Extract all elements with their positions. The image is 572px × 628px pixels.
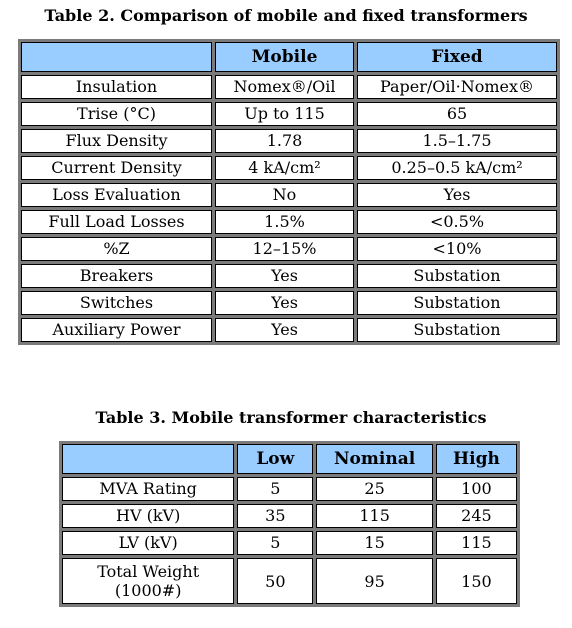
- table3-row: [62, 477, 517, 501]
- table2-header-cell: Mobile: [215, 42, 354, 72]
- table2-cell: 4 kA/cm²: [215, 156, 354, 180]
- table3-row-label: MVA Rating: [62, 477, 234, 501]
- table3-cell: 50: [237, 558, 313, 604]
- table2-row-label: Full Load Losses: [21, 210, 212, 234]
- table3-row-label: Total Weight (1000#): [62, 558, 234, 604]
- table2-row: [21, 156, 557, 180]
- table3-cell: 5: [237, 477, 313, 501]
- table2-row: [21, 102, 557, 126]
- table2-row: [21, 237, 557, 261]
- table2-cell: Substation: [357, 264, 557, 288]
- table2-row-label: Insulation: [21, 75, 212, 99]
- table2-caption: Table 2. Comparison of mobile and fixed transformers: [44, 6, 528, 25]
- table2-header-row: [21, 42, 557, 72]
- table3-header-cell: Low: [237, 444, 313, 474]
- table3-cell: 35: [237, 504, 313, 528]
- table3-cell: 25: [316, 477, 433, 501]
- table2-cell: Substation: [357, 318, 557, 342]
- table2-header-cell: [21, 42, 212, 72]
- table2-cell: Paper/Oil·Nomex®: [357, 75, 557, 99]
- table2-cell: 1.5%: [215, 210, 354, 234]
- table2-row: [21, 75, 557, 99]
- table2-row: [21, 318, 557, 342]
- characteristics-table: [59, 441, 520, 607]
- table2-row-label: Trise (°C): [21, 102, 212, 126]
- table2-cell: Nomex®/Oil: [215, 75, 354, 99]
- table2-cell: Yes: [215, 264, 354, 288]
- table3-cell: 15: [316, 531, 433, 555]
- table2-row-label: Current Density: [21, 156, 212, 180]
- table2-header-cell: Fixed: [357, 42, 557, 72]
- table2-cell: 0.25–0.5 kA/cm²: [357, 156, 557, 180]
- table2-cell: Yes: [215, 318, 354, 342]
- table3-cell: 245: [436, 504, 517, 528]
- table3-cell: 115: [316, 504, 433, 528]
- table2-cell: 65: [357, 102, 557, 126]
- table3-cell: 5: [237, 531, 313, 555]
- table2-row-label: Auxiliary Power: [21, 318, 212, 342]
- table2-row-label: %Z: [21, 237, 212, 261]
- table2-row-label: Flux Density: [21, 129, 212, 153]
- table2-row-label: Breakers: [21, 264, 212, 288]
- table2-cell: 12–15%: [215, 237, 354, 261]
- table2-row-label: Switches: [21, 291, 212, 315]
- table3-header-cell: High: [436, 444, 517, 474]
- table2-cell: No: [215, 183, 354, 207]
- table3-cell: 100: [436, 477, 517, 501]
- table3-header-cell: Nominal: [316, 444, 433, 474]
- table3-cell: 95: [316, 558, 433, 604]
- table3-row: [62, 531, 517, 555]
- table3-cell: 115: [436, 531, 517, 555]
- table3-row-label: HV (kV): [62, 504, 234, 528]
- comparison-table: [18, 39, 560, 345]
- table2-row: [21, 291, 557, 315]
- table3-header-row: [62, 444, 517, 474]
- table2-row: [21, 129, 557, 153]
- table2-row: [21, 264, 557, 288]
- table2-cell: Substation: [357, 291, 557, 315]
- table3-row: [62, 558, 517, 604]
- table2-cell: <0.5%: [357, 210, 557, 234]
- table2-cell: <10%: [357, 237, 557, 261]
- table2-row: [21, 183, 557, 207]
- table2-cell: 1.5–1.75: [357, 129, 557, 153]
- table3-row-label: LV (kV): [62, 531, 234, 555]
- table3-cell: 150: [436, 558, 517, 604]
- table3-row: [62, 504, 517, 528]
- table2-cell: Yes: [357, 183, 557, 207]
- table2-row-label: Loss Evaluation: [21, 183, 212, 207]
- table3-caption: Table 3. Mobile transformer characteristics: [95, 408, 487, 427]
- table2-row: [21, 210, 557, 234]
- table2-cell: 1.78: [215, 129, 354, 153]
- table2-cell: Yes: [215, 291, 354, 315]
- table2-cell: Up to 115: [215, 102, 354, 126]
- table3-header-cell: [62, 444, 234, 474]
